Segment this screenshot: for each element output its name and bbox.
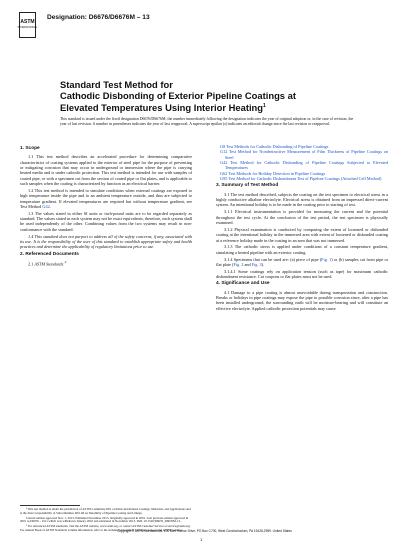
reference-title[interactable]: Test Method for Cathodic Disbonding of Pipeline Coatings Subjected to Elevated Temperatures: [225, 160, 388, 171]
link-fig-3[interactable]: Fig. 3: [251, 261, 262, 267]
significance-heading: 4. Significance and Use: [216, 281, 270, 287]
reference-title[interactable]: Test Method for Cathodic Disbondment Test of Pipeline Coatings (Attached Cell Method): [227, 176, 382, 182]
page-number: 1: [200, 537, 203, 542]
summary-3-1-4-a: 3.1.4 Specimens that can be used are: (a) piece of pipe (: [224, 256, 322, 262]
logo-subtext: INTERNATIONAL: [17, 26, 38, 30]
scope-1-2: [20, 188, 192, 209]
link-g8[interactable]: G8: [220, 144, 226, 149]
footnote-1-continued: Current edition approved Nov. 1, 2013. Published November 2013. Originally approved in 2001. Last previous edition approved in 2001 as D6676 – 01ε1 which was withdrawn January 2010 and reinstated in November 2013. DOI: 10.1520/D6676_D6676M-13.: [20, 515, 189, 524]
document-title: [60, 80, 360, 114]
reference-title[interactable]: Test Methods for Cathodic Disbonding of Pipeline Coatings: [225, 144, 329, 149]
copyright-footer: Copyright © ASTM International, 100 Barr Harbor Drive, PO Box C700, West Conshohocken, PA 19428-2959. United States: [117, 529, 292, 533]
footnote-divider: [20, 505, 80, 506]
summary-3-1-4-d: ).: [261, 261, 265, 267]
summary-3-1-2: 3.1.2 Physical examination is conducted by comparing the extent of loosened or disbonded coating at the intentional holiday in the immersed area with extent of loosened or disbonded coating at a reference holiday made in the coating in an area that was not immersed.: [216, 226, 388, 243]
left-column: [20, 144, 192, 268]
title-line-3: [60, 101, 360, 114]
reference-title[interactable]: Test Methods for Holiday Detection in Pipeline Coatings: [227, 170, 326, 176]
reference-item: [216, 160, 388, 171]
link-g42[interactable]: G42: [42, 203, 50, 209]
reference-list: [216, 144, 388, 181]
logo-text: ASTM: [20, 19, 35, 26]
summary-heading: 3. Summary of Test Method: [216, 183, 279, 189]
designation-notice: This standard is issued under the fixed designation D6676/D6676M; the number immediately following the designation indicates the year of original adoption or, in the case of revision, the year of last revision. A number in parentheses indicates the year of last reapproval. A superscript epsilon (ε) indicates an editorial change since the last revision or reapproval.: [60, 117, 354, 126]
summary-3-1-4-1: 3.1.4.1 Some coatings rely on application tension (such as tape) for maximum cathodic disbondment resistance. Cut coupons or flat plates must not be used.: [216, 268, 388, 280]
title-line-1: Standard Test Method for: [60, 79, 173, 90]
summary-3-1: 3.1 The test method described, subjects the coating on the test specimen to electrical stress in a highly conductive alkaline electrolyte. Electrical stress is obtained from an impressed direct-current system. An intentional holiday is to be made in the coating prior to starting of test.: [216, 191, 388, 208]
link-fig-2[interactable]: Fig. 2: [233, 261, 244, 267]
footnote-1: ¹ This test method is under the jurisdiction of ASTM Committee D01 on Paint and Related Coatings, Materials, and Applications and is the direct responsibility of Subcommittee D01.48 on Durability of Pipeline Coating and Linings.: [20, 507, 191, 515]
summary-3-1-4-b: ) or (b) samples cut from pipe or flat plate (: [216, 256, 389, 267]
footnote-2: ² For referenced ASTM standards, visit the ASTM website, www.astm.org, or contact ASTM Customer Service at service@astm.org. For Annual Book of ASTM Standards volume information, refer to the standard's Document Summary page on the ASTM website.: [20, 524, 191, 532]
summary-3-1-3: 3.1.3 The cathodic stress is applied under conditions of a constant temperature gradient, simulating a heated pipeline with an exterior coating.: [216, 244, 388, 255]
scope-1-4: 1.4 This standard does not purport to address all of the safety concerns, if any, associated with its use. It is the responsibility of the user of this standard to establish appropriate safety and health practices and determine the applicability of regulatory limitations prior to use.: [20, 233, 192, 250]
link-fig-1[interactable]: Fig. 1: [321, 256, 332, 262]
astm-standards-label: ASTM Standards:: [34, 261, 65, 267]
title-line-2: Cathodic Disbonding of Exterior Pipeline Coatings at: [60, 89, 296, 101]
designation: Designation: D6676/D6676M – 13: [47, 14, 150, 21]
scope-1-2-text: 1.2 This test method is intended to simulate conditions when external coatings are exposed to high temperature inside the pipe and to an ambient temperature outside, and thus are subjected to temperature gradient. If elevated temperatures are required but without temperature gradient, see Test Method: [20, 187, 192, 209]
summary-3-1-1: 3.1.1 Electrical instrumentation is provided for measuring the current and the potential throughout the test cycle. At the conclusion of the test period, the test specimen is physically examined.: [216, 209, 388, 225]
ref-docs-2-1-num: 2.1: [28, 261, 35, 267]
link-g42-ref[interactable]: G42: [220, 160, 228, 166]
scope-heading: 1. Scope: [20, 146, 40, 151]
scope-1-3: 1.3 The values stated in either SI units or inch-pound units are to be regarded separately as standard. The values stated in each system may not be exact equivalents; therefore, each system shall be used independently of the other. Combining values from the two systems may result in non-conformance with the standard.: [20, 210, 192, 232]
reference-item: [216, 176, 388, 181]
link-g95[interactable]: G95: [220, 176, 228, 182]
summary-3-1-4: [216, 257, 388, 268]
ref-docs-2-1: [20, 260, 192, 267]
astm-logo: [19, 12, 36, 38]
right-column: [216, 144, 388, 313]
scope-1-2-end: .: [49, 203, 51, 209]
link-g62[interactable]: G62: [220, 170, 228, 176]
title-line-3-text: Elevated Temperatures Using Interior Heating: [60, 102, 264, 114]
title-footnote-mark: 1: [263, 103, 266, 110]
reference-item: [216, 149, 388, 160]
referenced-documents-heading: 2. Referenced Documents: [20, 251, 79, 257]
scope-1-1: 1.1 This test method describes an accelerated procedure for determining comparative characteristics of coating systems applied to the exterior of steel pipe for the purpose of preventing or mitigating corrosion that may occur in underground or immersion where the pipe is carrying heated media and is under cathodic protection. This test method is intended for use with samples of coated pipe, or with a specimen cut from the section of coated pipe or flat plates, and is applicable to such samples when the coating is characterized by function as an electrical barrier.: [20, 154, 192, 187]
significance-4-1: 4.1 Damage to a pipe coating is almost unavoidable during transportation and construction. Breaks or holidays in pipe coatings may expose the pipe to possible corrosion since, after a pipe has been installed underground, the surrounding earth will be moisture-bearing and will constitute an effective electrolyte. Applied cathodic protection potentials may cause: [216, 289, 388, 311]
ref-docs-footnote-mark: 2: [64, 260, 67, 265]
summary-3-1-4-c: and: [243, 261, 252, 267]
link-g12[interactable]: G12: [220, 149, 228, 155]
reference-title[interactable]: Test Method for Nondestructive Measurement of Film Thickness of Pipeline Coatings on Steel: [225, 149, 388, 160]
